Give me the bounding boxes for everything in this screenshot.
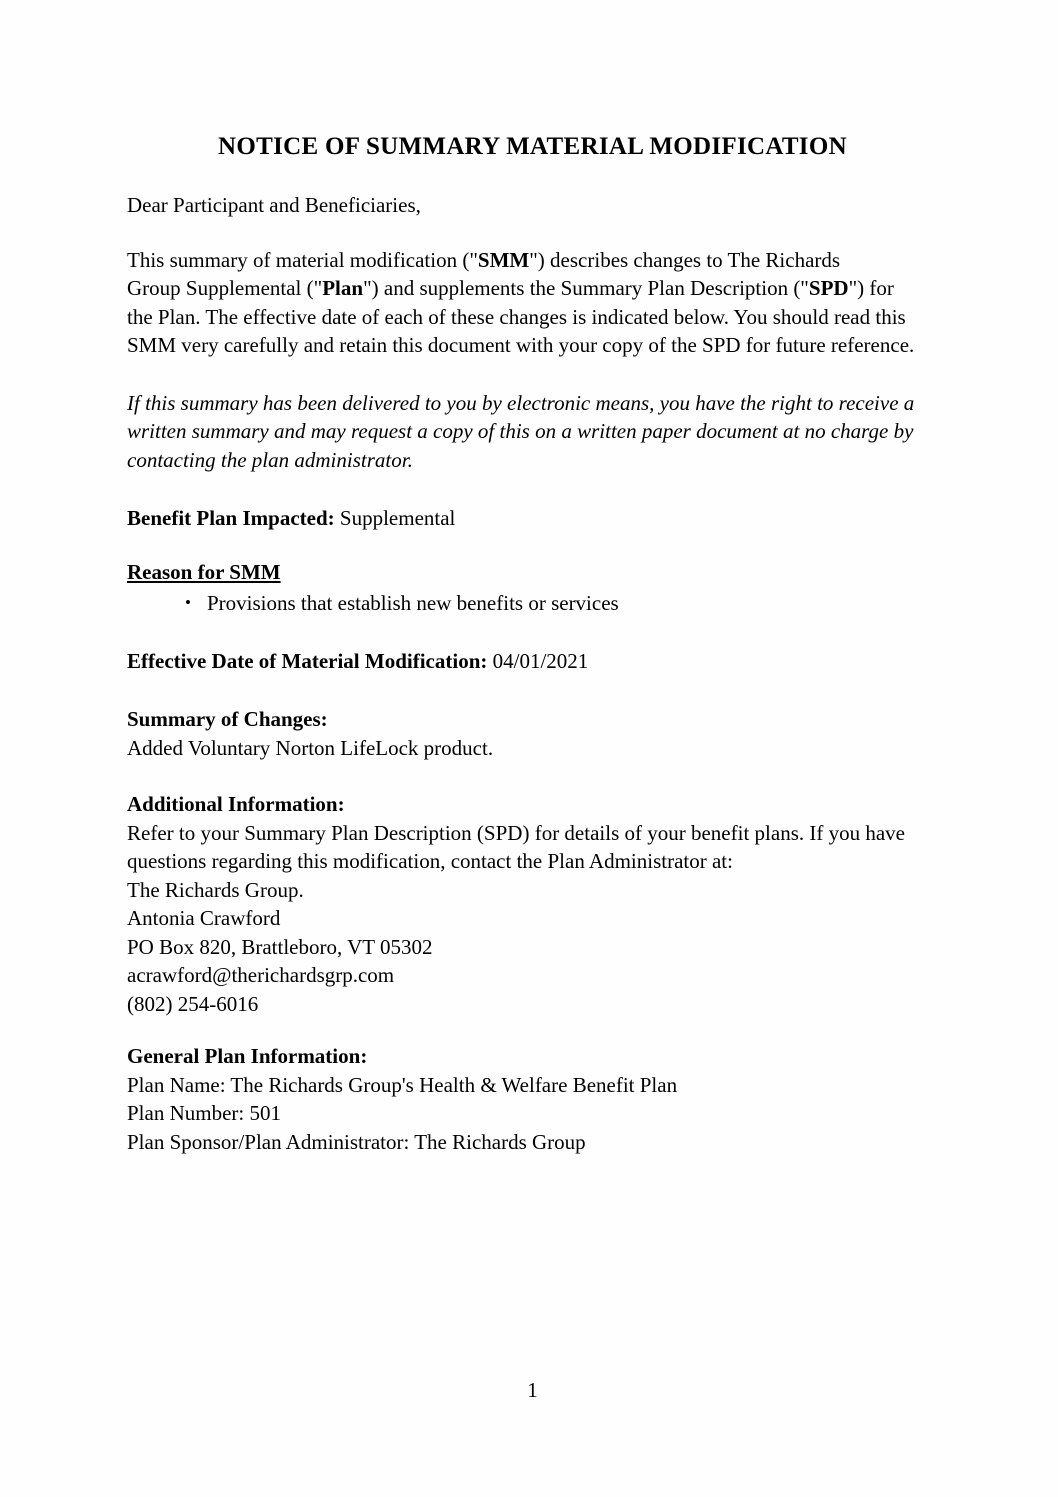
summary-of-changes-heading: Summary of Changes: [127, 707, 328, 731]
text-segment: the Plan. The effective date of each of these changes is indicated below. You should read this [127, 304, 906, 329]
text-line: PO Box 820, Brattleboro, VT 05302 [127, 934, 433, 959]
text-line: Antonia Crawford [127, 906, 281, 930]
general-plan-information-heading: General Plan Information: [127, 1044, 368, 1068]
page-number: 1 [527, 1378, 538, 1402]
text-line: If this summary has been delivered to you by electronic means, you have the right to receive a [127, 390, 915, 415]
text-segment: Group Supplemental (" [127, 276, 323, 300]
reason-bullet-item [127, 589, 938, 620]
text-line: Plan Name: The Richards Group's Health & Welfare Benefit Plan [127, 1072, 678, 1097]
text-line: (802) 254-6016 [127, 991, 259, 1016]
effective-date-value: 04/01/2021 [487, 648, 589, 673]
reason-bullet-text: Provisions that establish new benefits or services [206, 591, 619, 615]
text-segment: ") for [848, 276, 894, 300]
summary-of-changes-body: Added Voluntary Norton LifeLock product. [127, 735, 494, 760]
electronic-delivery-notice [127, 389, 938, 475]
text-segment: SPD [808, 276, 849, 300]
text-line: written summary and may request a copy of this on a written paper document at no charge by [127, 419, 914, 443]
additional-information-heading: Additional Information: [127, 792, 345, 816]
document-title: NOTICE OF SUMMARY MATERIAL MODIFICATION [218, 133, 847, 160]
text-segment: ") and supplements the Summary Plan Description (" [363, 276, 809, 300]
text-line: Refer to your Summary Plan Description (SPD) for details of your benefit plans. If you have [127, 820, 905, 845]
general-plan-information-body [127, 1071, 938, 1157]
text-segment: This summary of material modification (" [127, 247, 478, 272]
benefit-plan-impacted-label: Benefit Plan Impacted: [127, 506, 335, 530]
text-line [127, 331, 938, 360]
benefit-plan-impacted-value: Supplemental [334, 506, 456, 530]
text-segment: SMM very carefully and retain this document with your copy of the SPD for future reference. [127, 333, 915, 357]
text-segment: SMM [477, 247, 530, 272]
text-line: questions regarding this modification, contact the Plan Administrator at: [127, 849, 733, 873]
salutation: Dear Participant and Beneficiaries, [127, 193, 421, 217]
reason-for-smm-heading: Reason for SMM [127, 559, 281, 584]
text-segment: ") describes changes to The Richards [529, 247, 841, 272]
text-line: contacting the plan administrator. [127, 447, 413, 472]
text-line: acrawford@therichardsgrp.com [127, 963, 395, 987]
text-line: Plan Sponsor/Plan Administrator: The Richards Group [127, 1129, 586, 1154]
text-line: Plan Number: 501 [127, 1101, 281, 1125]
intro-paragraph [127, 246, 938, 360]
effective-date [127, 647, 938, 676]
bullet-icon: • [185, 593, 191, 612]
text-line: The Richards Group. [127, 877, 304, 902]
additional-information-body [127, 819, 938, 1019]
text-segment: Plan [322, 276, 364, 300]
effective-date-label: Effective Date of Material Modification: [127, 648, 488, 673]
text-line [127, 274, 938, 303]
benefit-plan-impacted [127, 504, 938, 533]
text-line [127, 303, 938, 332]
text-line [127, 246, 938, 275]
